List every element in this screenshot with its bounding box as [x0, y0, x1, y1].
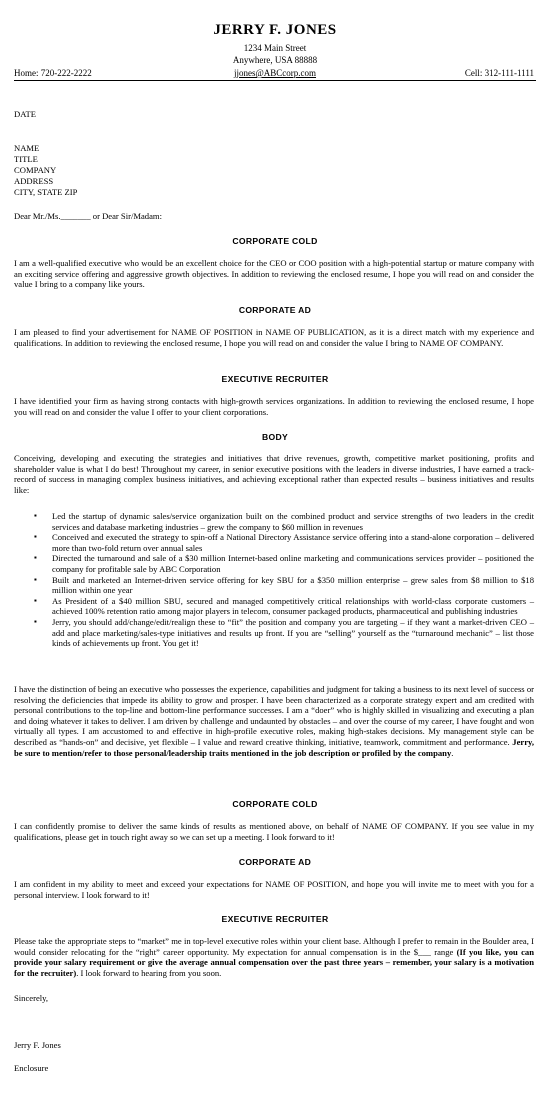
recipient-address: ADDRESS [14, 176, 54, 186]
recipient-company: COMPANY [14, 165, 57, 175]
recipient-title: TITLE [14, 154, 38, 164]
closing-line: Sincerely, [14, 993, 49, 1003]
achievements-list [14, 511, 534, 649]
executive-recruiter-paragraph: I have identified your firm as having strong contacts with high-growth services organizations. In addition to reviewing the enclosed resume, I hope you will read on and consider the value I offer to your client corporations. [14, 396, 534, 417]
body-paragraph-2-bold: Jerry, be sure to mention/refer to those personal/leadership traits mentioned in the job description or profiled by the company [14, 736, 534, 758]
list-item: ▪ Built and marketed an Internet-driven service offering for key SBU for a $350 million enterprise – grew sales from $8 million to $18 million within one year [14, 575, 534, 596]
executive-recruiter-heading: EXECUTIVE RECRUITER [221, 374, 329, 384]
recipient-name: NAME [14, 143, 40, 153]
recipient-city-state-zip: CITY, STATE ZIP [14, 187, 78, 197]
closing-recruiter-bold: (If you like, you can provide your salary requirement or give the average annual compensation over the past three years – remember, your salary is a motivation for the recruiter) [14, 946, 534, 978]
header-divider [14, 80, 536, 81]
body-intro-paragraph: Conceiving, developing and executing the strategies and initiatives that drive revenues, growth, competitive market positioning, profits and shareholder value is what I do best! Throughout my career, in senior executive positions with the leaders in diverse industries, I have earned a track-record of success in managing complex business initiatives, and achieving exceptional rather than expected results – business initiatives and results like: [14, 453, 534, 495]
list-item: ▪ As President of a $40 million SBU, secured and managed competitively critical relationships with world-class corporate customers – achieved 100% retention ratio among major players in telecom, consumer packaged products, pharmaceutical and publishing industries [14, 596, 534, 617]
list-item: ▪ Directed the turnaround and sale of a $30 million Internet-based online marketing and communications services provider – positioned the company for profitable sale by ABC Corporation [14, 553, 534, 574]
corporate-cold-paragraph: I am a well-qualified executive who would be an excellent choice for the CEO or COO position with a high-potential startup or mature company with an exciting service offering and aggressive growth objectives. In addition to reviewing the enclosed resume, I hope you will read on and consider the value I bring to a company like yours. [14, 258, 534, 290]
corporate-ad-paragraph: I am pleased to find your advertisement for NAME OF POSITION in NAME OF PUBLICATION, as it is a direct match with my experience and qualifications. In addition to reviewing the enclosed resume, I hope you will read on and consider the value I bring to NAME OF COMPANY. [14, 327, 534, 348]
list-item: ▪ Led the startup of dynamic sales/service organization built on the combined product and service strengths of two leaders in the credit services and database marketing industries – grew the company to $60 million in revenues [14, 511, 534, 532]
closing-recruiter-paragraph [14, 936, 534, 978]
list-item: ▪ Conceived and executed the strategy to spin-off a National Directory Assistance service offering into a stand-alone corporation – delivered more than two-fold return over annual sales [14, 532, 534, 553]
closing-recruiter-text-2: . I look forward to hearing from you soon. [76, 967, 222, 978]
body-heading: BODY [261, 432, 289, 442]
closing-corporate-cold-paragraph: I can confidently promise to deliver the same kinds of results as mentioned above, on behalf of NAME OF COMPANY. If you see value in my qualifications, please get in touch right away so we can set up a meeting. I look forward to it! [14, 821, 534, 842]
list-item: ▪ Jerry, you should add/change/edit/realign these to “fit” the position and company you are targeting – if they want a market-driven CEO – add and place marketing/sales-type initiatives and results up front. If you are “selling” yourself as the “turnaround mechanic” – list those kinds of achievements up front. You get it! [14, 617, 534, 649]
cell-phone: Cell: 312-111-1111 [464, 68, 534, 78]
date-line: DATE [14, 109, 36, 119]
salutation: Dear Mr./Ms._______ or Dear Sir/Madam: [14, 211, 162, 221]
closing-corporate-ad-paragraph: I am confident in my ability to meet and exceed your expectations for NAME OF POSITION, and hope you will invite me to meet with you for a personal interview. I look forward to it! [14, 879, 534, 900]
body-paragraph-2 [14, 684, 534, 758]
body-paragraph-2-text: I have the distinction of being an executive who possesses the experience, capabilities and judgment for taking a business to its next level of success or resolving the deficiencies that impede its ability to grow and prosper. I have been characterized as a corporate strategy expert and am credited with personal contributions to the top-line and bottom-line performance successes. I am a “doer” who is highly skilled in visualizing and executing a plan and doing whatever it takes to deliver. I am driven by challenge and undaunted by obstacles – and over the course of my career, I have fought and won virtually all types. I am accustomed to and effective in high-profile executive roles, making high-stakes decisions. My management style can be described as “hands-on” and decisive, yet flexible – I value and reward creative thinking, initiative, teamwork, commitment and performance. [14, 684, 534, 747]
city-address: Anywhere, USA 88888 [232, 55, 318, 65]
home-phone: Home: 720-222-2222 [14, 68, 92, 78]
corporate-cold-heading: CORPORATE COLD [232, 236, 318, 246]
signature-name: Jerry F. Jones [14, 1040, 61, 1050]
email-link[interactable]: jjones@ABCcorp.com [233, 68, 317, 78]
enclosure-note: Enclosure [14, 1063, 49, 1073]
closing-recruiter-text-1: Please take the appropriate steps to “market” me in top-level executive roles within your client base. Although I prefer to remain in the Boulder area, I would consider relocating for the “right” career opportunity. My expectation for annual compensation is in the $___ range [14, 936, 534, 957]
street-address: 1234 Main Street [243, 43, 307, 53]
closing-corporate-ad-heading: CORPORATE AD [238, 857, 312, 867]
closing-corporate-cold-heading: CORPORATE COLD [232, 799, 318, 809]
corporate-ad-heading: CORPORATE AD [238, 305, 312, 315]
body-paragraph-2-end: . [451, 747, 454, 758]
closing-recruiter-heading: EXECUTIVE RECRUITER [221, 914, 329, 924]
applicant-name: JERRY F. JONES [213, 22, 337, 38]
